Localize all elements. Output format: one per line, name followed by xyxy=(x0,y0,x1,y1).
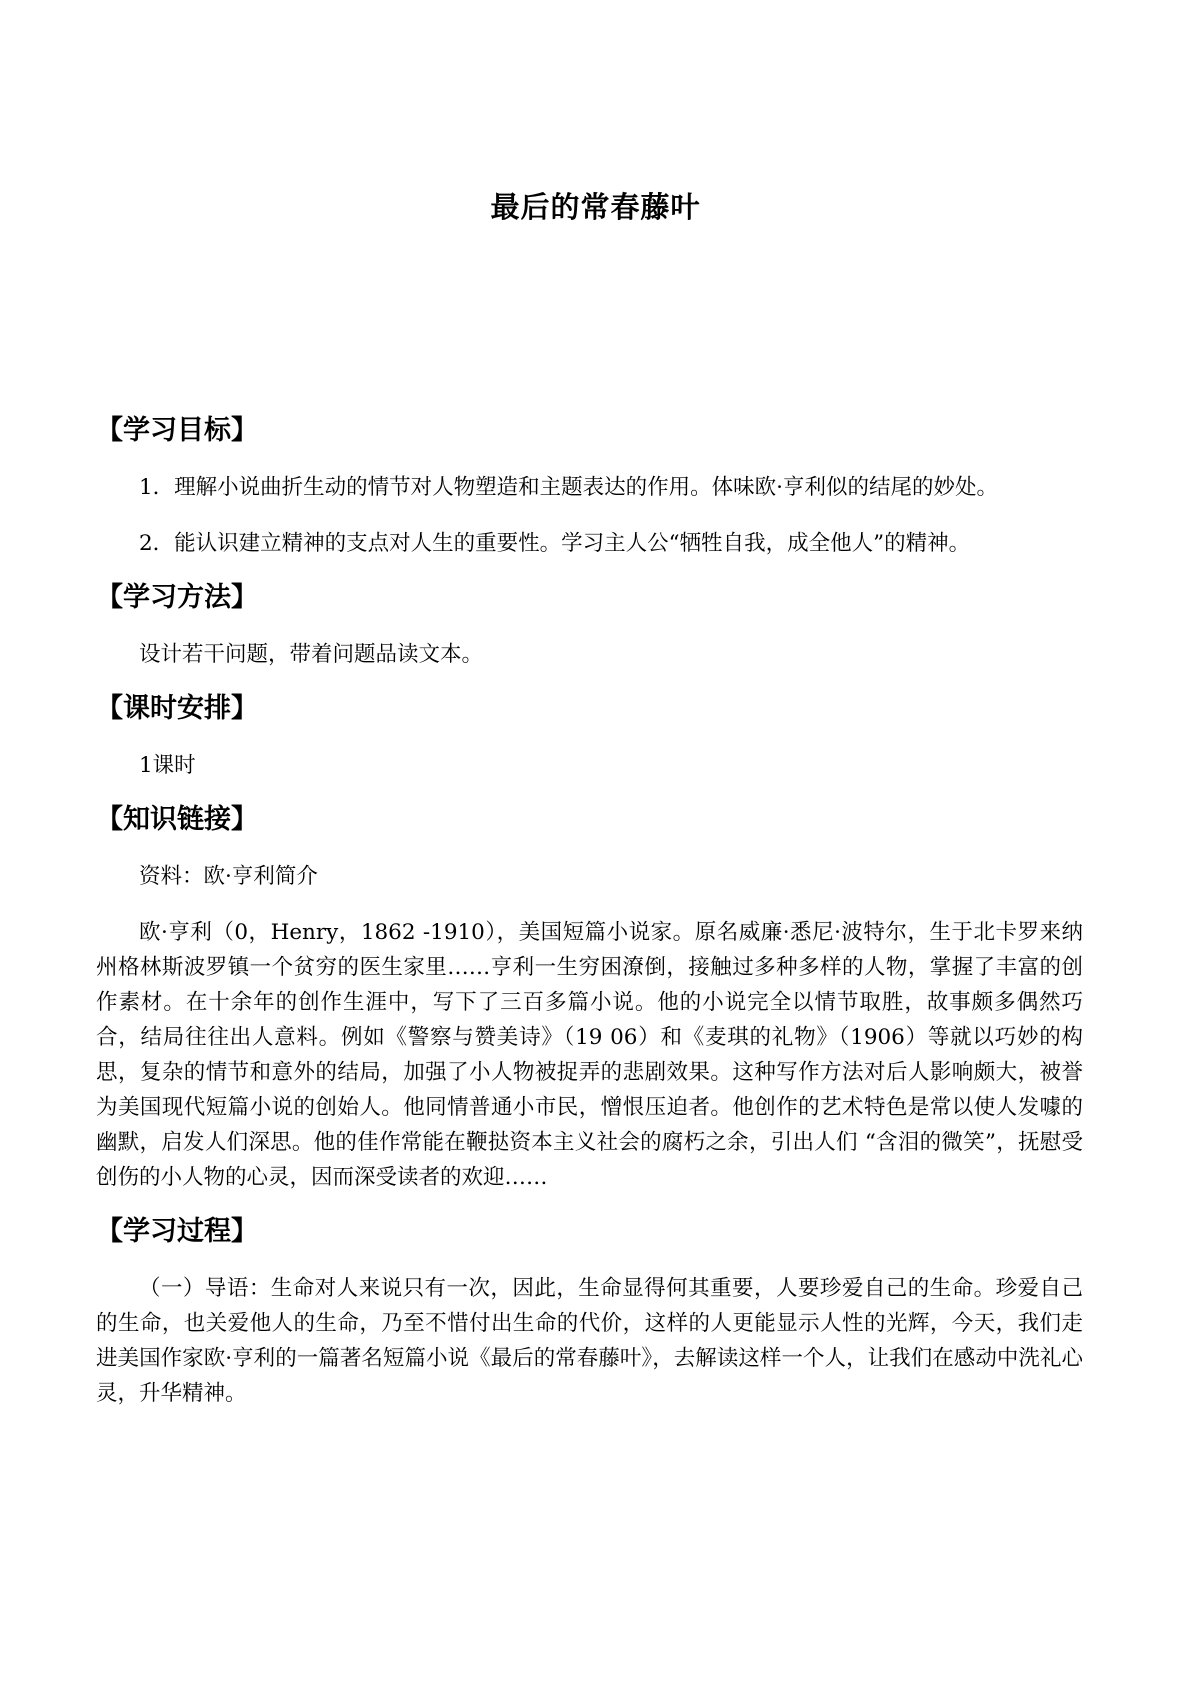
document-title: 最后的常春藤叶 xyxy=(490,190,701,224)
section-heading-learning-goals: 【学习目标】 xyxy=(96,415,258,446)
process-intro-text: （一）导语：生命对人来说只有一次，因此，生命显得何其重要，人要珍爱自己的生命。珍爱自己的生命，也关爱他人的生命，乃至不惜付出生命的代价，这样的人更能显示人性的光辉，今天，我们走进美国作家欧·亨利的一篇著名短篇小说《最后的常春藤叶》，去解读这样一个人，让我们在感动中洗礼心灵，升华精神。 xyxy=(96,1276,1083,1406)
goal-item-2: 2．能认识建立精神的支点对人生的重要性。学习主人公“牺牲自我，成全他人”的精神。 xyxy=(139,531,971,556)
knowledge-label: 资料：欧·亨利简介 xyxy=(139,864,318,889)
section-learning-goals xyxy=(96,412,1083,561)
goal-item-1: 1．理解小说曲折生动的情节对人物塑造和主题表达的作用。体味欧·亨利似的结尾的妙处。 xyxy=(139,475,999,500)
schedule-text: 1课时 xyxy=(139,753,196,778)
section-learning-method xyxy=(96,579,1083,672)
section-class-schedule xyxy=(96,690,1083,783)
method-text: 设计若干问题，带着问题品读文本。 xyxy=(139,642,484,667)
section-heading-learning-process: 【学习过程】 xyxy=(96,1216,258,1247)
section-heading-learning-method: 【学习方法】 xyxy=(96,582,258,613)
section-knowledge-link xyxy=(96,801,1083,1195)
section-learning-process xyxy=(96,1213,1083,1411)
author-bio-text: 欧·亨利（0，Henry，1862 -1910），美国短篇小说家。原名威廉·悉尼·波特尔，生于北卡罗来纳州格林斯波罗镇一个贫穷的医生家里……亨利一生穷困潦倒，接触过多种多样的人物，掌握了丰富的创作素材。在十余年的创作生涯中，写下了三百多篇小说。他的小说完全以情节取胜，故事颇多偶然巧合，结局往往出人意料。例如《警察与赞美诗》（19 06）和《麦琪的礼物》（1906）等就以巧妙的构思，复杂的情节和意外的结局，加强了小人物被捉弄的悲剧效果。这种写作方法对后人影响颇大，被誉为美国现代短篇小说的创始人。他同情普通小市民，憎恨压迫者。他创作的艺术特色是常以使人发噱的幽默，启发人们深思。他的佳作常能在鞭挞资本主义社会的腐朽之余，引出人们 “含泪的微笑”，抚慰受创伤的小人物的心灵，因而深受读者的欢迎…… xyxy=(96,920,1083,1190)
document-body xyxy=(96,412,1083,1411)
section-heading-knowledge-link: 【知识链接】 xyxy=(96,804,258,835)
section-heading-class-schedule: 【课时安排】 xyxy=(96,693,258,724)
